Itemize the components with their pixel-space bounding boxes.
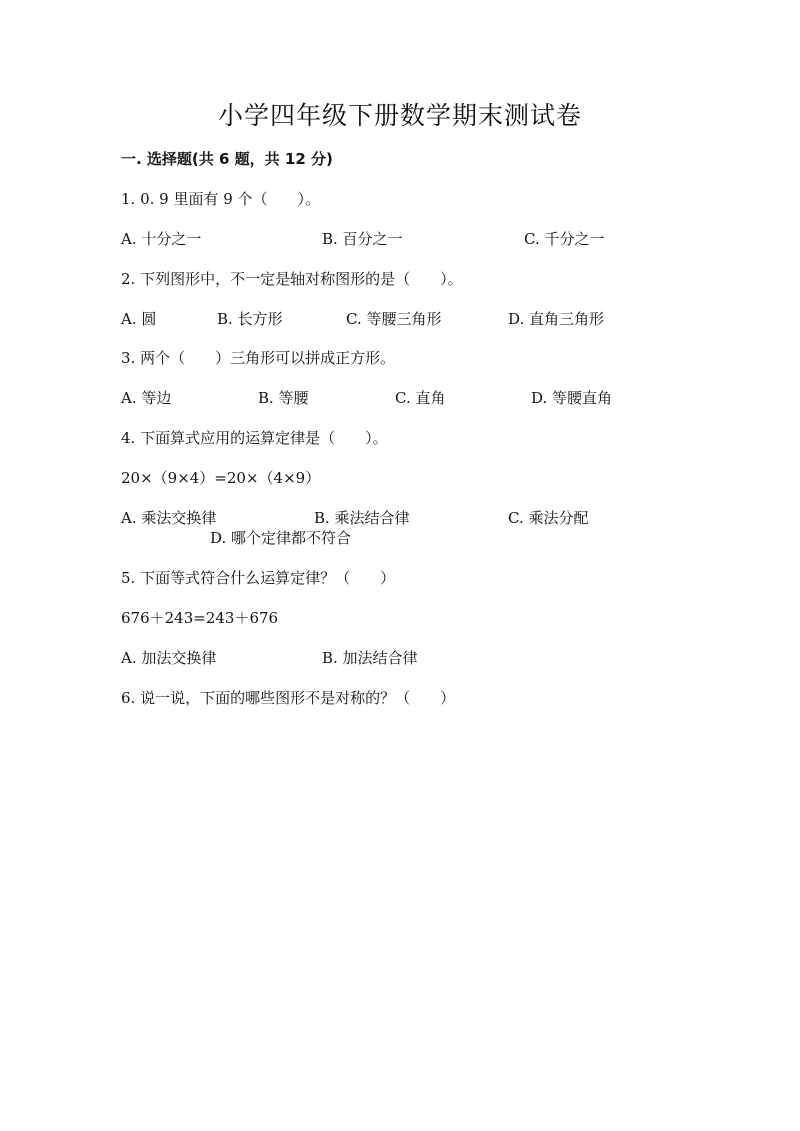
question-2-option-a: A. 圆 <box>121 310 157 328</box>
question-1-option-c: C. 千分之一 <box>524 230 605 248</box>
question-1-stem: 1. 0. 9 里面有 9 个（ ）。 <box>121 190 321 208</box>
question-2-option-b: B. 长方形 <box>217 310 283 328</box>
question-4-expression: 20×（9×4）=20×（4×9） <box>121 469 321 487</box>
question-1-option-b: B. 百分之一 <box>322 230 403 248</box>
question-4-stem: 4. 下面算式应用的运算定律是（ ）。 <box>121 429 388 447</box>
question-4-option-a: A. 乘法交换律 <box>121 509 217 527</box>
question-5-expression: 676＋243=243＋676 <box>121 609 279 627</box>
section-heading: 一. 选择题(共 6 题，共 12 分) <box>121 150 333 168</box>
question-2-option-c: C. 等腰三角形 <box>346 310 442 328</box>
question-2-option-d: D. 直角三角形 <box>508 310 605 328</box>
question-3-option-c: C. 直角 <box>395 389 446 407</box>
question-2-stem: 2. 下列图形中，不一定是轴对称图形的是（ ）。 <box>121 270 463 288</box>
question-5-option-a: A. 加法交换律 <box>121 649 217 667</box>
question-3-option-b: B. 等腰 <box>258 389 309 407</box>
question-4-option-c: C. 乘法分配 <box>508 509 589 527</box>
question-3-stem: 3. 两个（ ）三角形可以拼成正方形。 <box>121 349 396 367</box>
question-1-option-a: A. 十分之一 <box>121 230 202 248</box>
question-5-stem: 5. 下面等式符合什么运算定律？（ ） <box>121 569 396 587</box>
page-title: 小学四年级下册数学期末测试卷 <box>217 101 582 130</box>
question-6-stem: 6. 说一说，下面的哪些图形不是对称的？（ ） <box>121 689 456 707</box>
question-3-option-d: D. 等腰直角 <box>531 389 613 407</box>
question-5-option-b: B. 加法结合律 <box>322 649 418 667</box>
question-4-option-b: B. 乘法结合律 <box>314 509 410 527</box>
question-4-option-d: D. 哪个定律都不符合 <box>210 529 352 547</box>
question-3-option-a: A. 等边 <box>121 389 172 407</box>
